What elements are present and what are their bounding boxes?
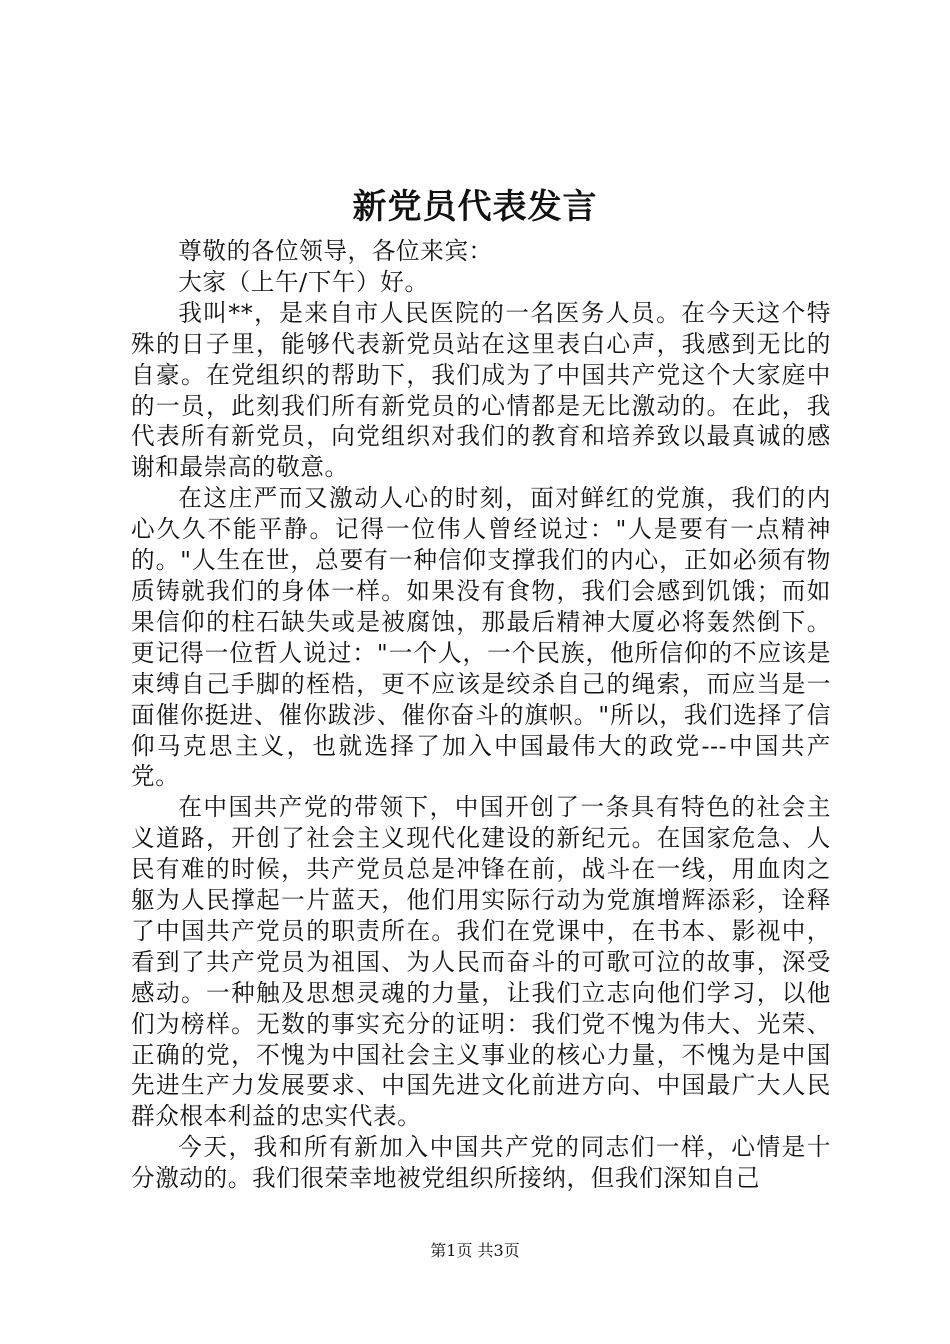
greeting: 大家（上午/下午）好。 [178, 267, 429, 296]
document-body [131, 236, 831, 1194]
document-title: 新党员代表发言 [352, 187, 598, 227]
paragraph-belief: 在这庄严而又激动人心的时刻，面对鲜红的党旗，我们的内心久久不能平静。记得一位伟人曾经说过："人是要有一点精神的。"人生在世，总要有一种信仰支撑我们的内心，正如必须有物质铸就我们的身体一样。如果没有食物，我们会感到饥饿；而如果信仰的柱石缺失或是被腐蚀，那最后精神大厦必将轰然倒下。更记得一位哲人说过："一个人，一个民族，他所信仰的不应该是束缚自己手脚的桎梏，更不应该是绞杀自己的绳索，而应当是一面催你挺进、催你跋涉、催你奋斗的旗帜。"所以，我们选择了信仰马克思主义，也就选择了加入中国最伟大的政党---中国共产党。 [131, 484, 831, 791]
page-number-footer: 第1页 共3页 [430, 1241, 520, 1260]
paragraph-party-leadership: 在中国共产党的带领下，中国开创了一条具有特色的社会主义道路，开创了社会主义现代化建设的新纪元。在国家危急、人民有难的时候，共产党员总是冲锋在前，战斗在一线，用血肉之躯为人民撑起一片蓝天，他们用实际行动为党旗增辉添彩，诠释了中国共产党员的职责所在。我们在党课中，在书本、影视中，看到了共产党员为祖国、为人民而奋斗的可歌可泣的故事，深受感动。一种触及思想灵魂的力量，让我们立志向他们学习，以他们为榜样。无数的事实充分的证明：我们党不愧为伟大、光荣、正确的党，不愧为中国社会主义事业的核心力量，不愧为是中国先进生产力发展要求、中国先进文化前进方向、中国最广大人民群众根本利益的忠实代表。 [131, 793, 831, 1131]
paragraph-today: 今天，我和所有新加入中国共产党的同志们一样，心情是十分激动的。我们很荣幸地被党组织所接纳，但我们深知自己 [131, 1133, 831, 1193]
paragraph-introduction: 我叫**，是来自市人民医院的一名医务人员。在今天这个特殊的日子里，能够代表新党员站在这里表白心声，我感到无比的自豪。在党组织的帮助下，我们成为了中国共产党这个大家庭中的一员，此刻我们所有新党员的心情都是无比激动的。在此，我代表所有新党员，向党组织对我们的教育和培养致以最真诚的感谢和最崇高的敬意。 [131, 298, 831, 482]
salutation: 尊敬的各位领导，各位来宾： [178, 237, 493, 265]
